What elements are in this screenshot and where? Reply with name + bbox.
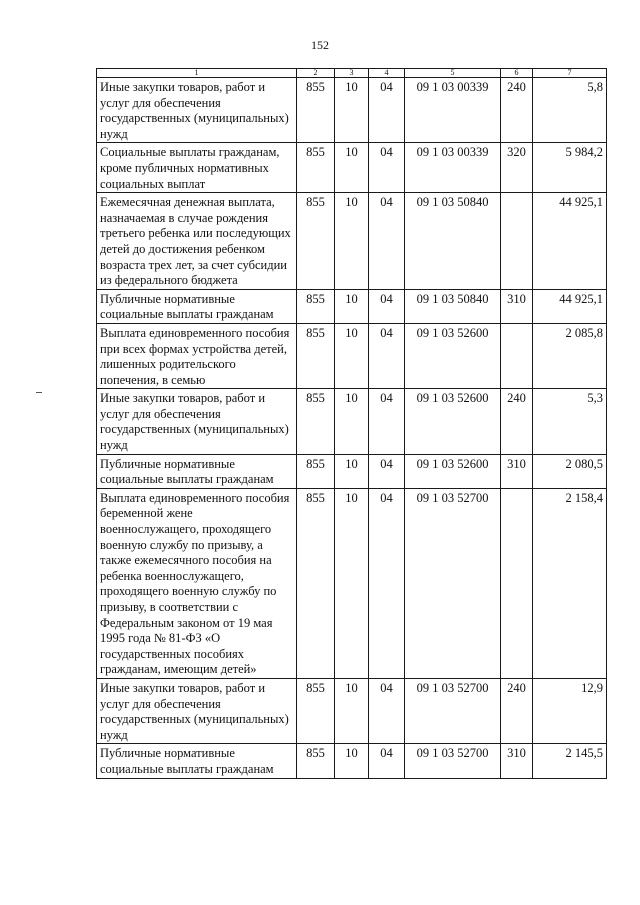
column-header: 1 [97, 69, 297, 78]
target-article-cell: 09 1 03 00339 [405, 78, 501, 143]
amount-cell: 12,9 [533, 678, 607, 743]
section-code-cell: 10 [335, 78, 369, 143]
amount-cell: 44 925,1 [533, 289, 607, 323]
page-number: 152 [311, 38, 329, 52]
subsection-code-cell: 04 [369, 323, 405, 388]
target-article-cell: 09 1 03 52600 [405, 454, 501, 488]
ministry-code-cell: 855 [297, 389, 335, 454]
budget-table [96, 68, 607, 779]
ministry-code-cell: 855 [297, 488, 335, 678]
column-header: 6 [501, 69, 533, 78]
expense-type-cell: 310 [501, 454, 533, 488]
table-row [97, 289, 607, 323]
table-row [97, 323, 607, 388]
table-body [97, 78, 607, 779]
row-name-cell: Иные закупки товаров, работ и услуг для обеспечения государственных (муниципальных) нужд [97, 78, 297, 143]
section-code-cell: 10 [335, 143, 369, 193]
ministry-code-cell: 855 [297, 289, 335, 323]
amount-cell: 2 085,8 [533, 323, 607, 388]
section-code-cell: 10 [335, 389, 369, 454]
amount-cell: 5,8 [533, 78, 607, 143]
row-name-cell: Выплата единовременного пособия при всех формах устройства детей, лишенных родительского попечения, в семью [97, 323, 297, 388]
table-row [97, 78, 607, 143]
target-article-cell: 09 1 03 50840 [405, 289, 501, 323]
target-article-cell: 09 1 03 52700 [405, 488, 501, 678]
column-number-row [97, 69, 607, 78]
amount-cell: 2 158,4 [533, 488, 607, 678]
section-code-cell: 10 [335, 744, 369, 778]
ministry-code-cell: 855 [297, 454, 335, 488]
row-name-cell: Иные закупки товаров, работ и услуг для обеспечения государственных (муниципальных) нужд [97, 678, 297, 743]
target-article-cell: 09 1 03 52600 [405, 389, 501, 454]
section-code-cell: 10 [335, 193, 369, 290]
table-row [97, 454, 607, 488]
column-header: 2 [297, 69, 335, 78]
ministry-code-cell: 855 [297, 323, 335, 388]
section-code-cell: 10 [335, 678, 369, 743]
expense-type-cell: 320 [501, 143, 533, 193]
table-row [97, 143, 607, 193]
row-name-cell: Иные закупки товаров, работ и услуг для обеспечения государственных (муниципальных) нужд [97, 389, 297, 454]
ministry-code-cell: 855 [297, 78, 335, 143]
expense-type-cell [501, 323, 533, 388]
expense-type-cell: 240 [501, 78, 533, 143]
row-name-cell: Публичные нормативные социальные выплаты гражданам [97, 744, 297, 778]
expense-type-cell [501, 488, 533, 678]
subsection-code-cell: 04 [369, 289, 405, 323]
target-article-cell: 09 1 03 50840 [405, 193, 501, 290]
table-row [97, 488, 607, 678]
expense-type-cell: 240 [501, 678, 533, 743]
column-header: 4 [369, 69, 405, 78]
target-article-cell: 09 1 03 00339 [405, 143, 501, 193]
ministry-code-cell: 855 [297, 193, 335, 290]
subsection-code-cell: 04 [369, 78, 405, 143]
margin-mark [36, 392, 42, 393]
column-header: 7 [533, 69, 607, 78]
subsection-code-cell: 04 [369, 678, 405, 743]
subsection-code-cell: 04 [369, 389, 405, 454]
amount-cell: 2 145,5 [533, 744, 607, 778]
table-row [97, 744, 607, 778]
amount-cell: 5,3 [533, 389, 607, 454]
ministry-code-cell: 855 [297, 143, 335, 193]
expense-type-cell [501, 193, 533, 290]
row-name-cell: Социальные выплаты гражданам, кроме публичных нормативных социальных выплат [97, 143, 297, 193]
row-name-cell: Выплата единовременного пособия беременной жене военнослужащего, проходящего военную службу по призыву, а также ежемесячного пособия на ребенка военнослужащего, проходящего военную службу по призыву, в соответствии с Федеральным законом от 19 мая 1995 года № 81-ФЗ «О государственных пособиях гражданам, имеющим детей» [97, 488, 297, 678]
subsection-code-cell: 04 [369, 193, 405, 290]
subsection-code-cell: 04 [369, 744, 405, 778]
column-header: 5 [405, 69, 501, 78]
section-code-cell: 10 [335, 488, 369, 678]
subsection-code-cell: 04 [369, 488, 405, 678]
target-article-cell: 09 1 03 52700 [405, 678, 501, 743]
section-code-cell: 10 [335, 454, 369, 488]
amount-cell: 44 925,1 [533, 193, 607, 290]
amount-cell: 2 080,5 [533, 454, 607, 488]
ministry-code-cell: 855 [297, 678, 335, 743]
target-article-cell: 09 1 03 52700 [405, 744, 501, 778]
section-code-cell: 10 [335, 289, 369, 323]
ministry-code-cell: 855 [297, 744, 335, 778]
section-code-cell: 10 [335, 323, 369, 388]
table-row [97, 678, 607, 743]
row-name-cell: Ежемесячная денежная выплата, назначаемая в случае рождения третьего ребенка или последующих детей до достижения ребенком возраста трех лет, за счет субсидии из федерального бюджета [97, 193, 297, 290]
expense-type-cell: 310 [501, 289, 533, 323]
column-header: 3 [335, 69, 369, 78]
expense-type-cell: 240 [501, 389, 533, 454]
row-name-cell: Публичные нормативные социальные выплаты гражданам [97, 454, 297, 488]
amount-cell: 5 984,2 [533, 143, 607, 193]
table-row [97, 193, 607, 290]
subsection-code-cell: 04 [369, 454, 405, 488]
target-article-cell: 09 1 03 52600 [405, 323, 501, 388]
subsection-code-cell: 04 [369, 143, 405, 193]
expense-type-cell: 310 [501, 744, 533, 778]
table-row [97, 389, 607, 454]
row-name-cell: Публичные нормативные социальные выплаты гражданам [97, 289, 297, 323]
